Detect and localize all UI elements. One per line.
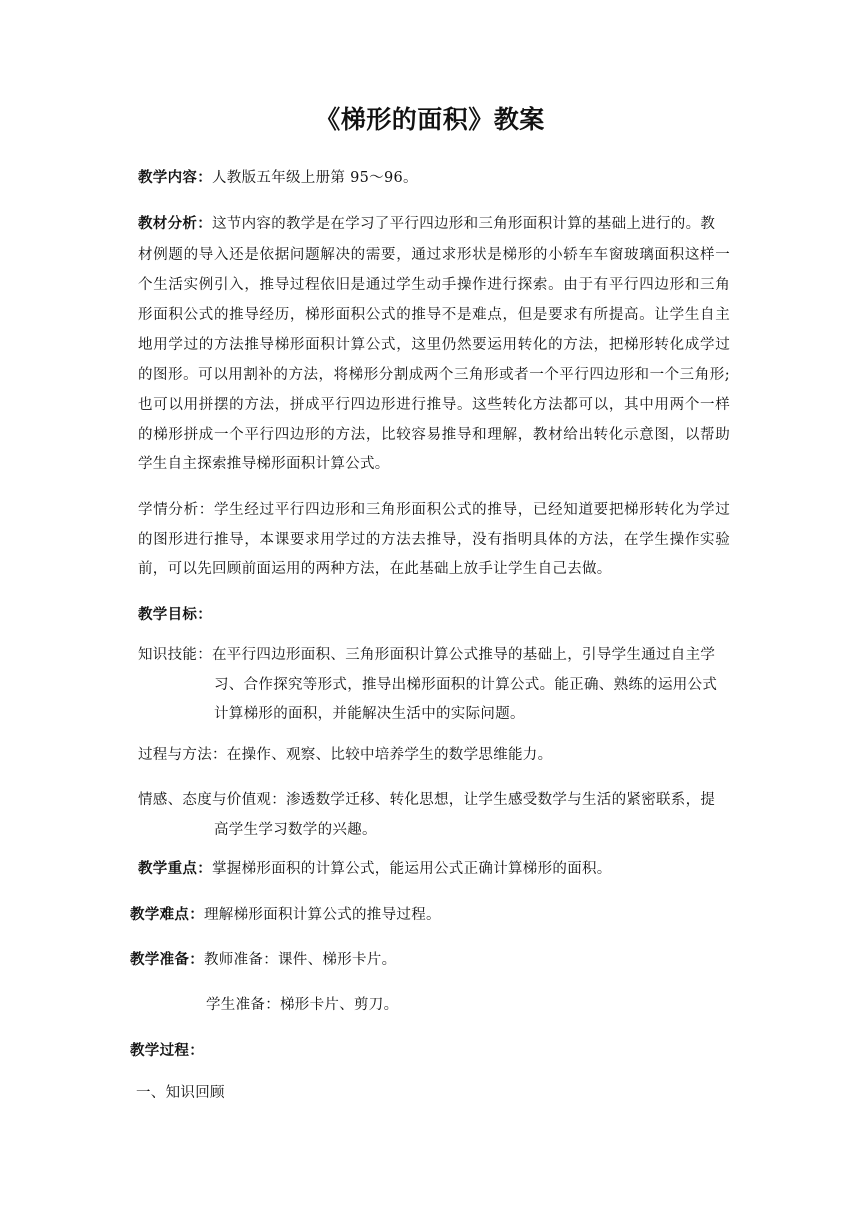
material-analysis-line-3: 个生活实例引入，推导过程依旧是通过学生动手操作进行探索。由于有平行四边形和三角 [138, 277, 730, 293]
emotion-values-line-2: 高学生学习数学的兴趣。 [214, 822, 377, 838]
knowledge-skills-text: 在平行四边形面积、三角形面积计算公式推导的基础上，引导学生通过自主学 [212, 647, 716, 663]
learner-analysis-line-2: 的图形进行推导，本课要求用学过的方法去推导，没有指明具体的方法，在学生操作实验 [138, 532, 730, 548]
difficulty [130, 905, 441, 925]
material-analysis-line-1 [138, 214, 715, 234]
material-analysis-line-6: 的图形。可以用割补的方法，将梯形分割成两个三角形或者一个平行四边形和一个三角形; [138, 367, 730, 383]
preparation-student: 学生准备：梯形卡片、剪刀。 [206, 997, 399, 1013]
learner-analysis-line-3: 前，可以先回顾前面运用的两种方法，在此基础上放手让学生自己去做。 [138, 561, 612, 577]
difficulty-label: 教学难点： [130, 907, 204, 923]
material-analysis-line-5: 地用学过的方法推导梯形面积计算公式，这里仍然要运用转化的方法，把梯形转化成学过 [138, 337, 730, 353]
material-analysis-text: 这节内容的教学是在学习了平行四边形和三角形面积计算的基础上进行的。教 [212, 216, 716, 232]
process-methods: 过程与方法：在操作、观察、比较中培养学生的数学思维能力。 [138, 747, 553, 763]
procedure-step-1: 一、知识回顾 [136, 1085, 225, 1101]
procedure-label: 教学过程： [130, 1043, 204, 1059]
emotion-values-text: 渗透数学迁移、转化思想，让学生感受数学与生活的紧密联系，提 [286, 792, 716, 808]
document-title: 《梯形的面积》教案 [315, 105, 545, 134]
difficulty-text: 理解梯形面积计算公式的推导过程。 [204, 907, 441, 923]
learner-analysis-line-1: 学情分析：学生经过平行四边形和三角形面积公式的推导，已经知道要把梯形转化为学过 [138, 502, 730, 518]
teaching-content-label: 教学内容： [138, 170, 212, 186]
material-analysis-label: 教材分析： [138, 216, 212, 232]
knowledge-skills-line-3: 计算梯形的面积，并能解决生活中的实际问题。 [214, 706, 525, 722]
key-point [138, 859, 612, 879]
material-analysis-line-9: 学生自主探索推导梯形面积计算公式。 [138, 456, 390, 472]
teaching-content [138, 168, 418, 188]
material-analysis-line-2: 材例题的导入还是依据问题解决的需要，通过求形状是梯形的小轿车车窗玻璃面积这样一 [138, 247, 730, 263]
emotion-values-label: 情感、态度与价值观： [138, 792, 286, 808]
preparation-teacher: 教师准备：课件、梯形卡片。 [204, 952, 397, 968]
knowledge-skills-line-2: 习、合作探究等形式，推导出梯形面积的计算公式。能正确、熟练的运用公式 [214, 677, 718, 693]
key-point-text: 掌握梯形面积的计算公式，能运用公式正确计算梯形的面积。 [212, 861, 612, 877]
preparation [130, 950, 396, 970]
emotion-values-line-1 [138, 790, 715, 810]
material-analysis-line-4: 形面积公式的推导经历，梯形面积公式的推导不是难点，但是要求有所提高。让学生自主 [138, 307, 730, 323]
teaching-goals-label: 教学目标： [138, 607, 212, 623]
material-analysis-line-7: 也可以用拼摆的方法，拼成平行四边形进行推导。这些转化方法都可以，其中用两个一样 [138, 397, 730, 413]
teaching-content-text: 人教版五年级上册第 95～96。 [212, 170, 418, 186]
knowledge-skills-label: 知识技能： [138, 647, 212, 663]
preparation-label: 教学准备： [130, 952, 204, 968]
material-analysis-line-8: 的梯形拼成一个平行四边形的方法，比较容易推导和理解，教材给出转化示意图，以帮助 [138, 427, 730, 443]
key-point-label: 教学重点： [138, 861, 212, 877]
knowledge-skills-line-1 [138, 645, 715, 665]
